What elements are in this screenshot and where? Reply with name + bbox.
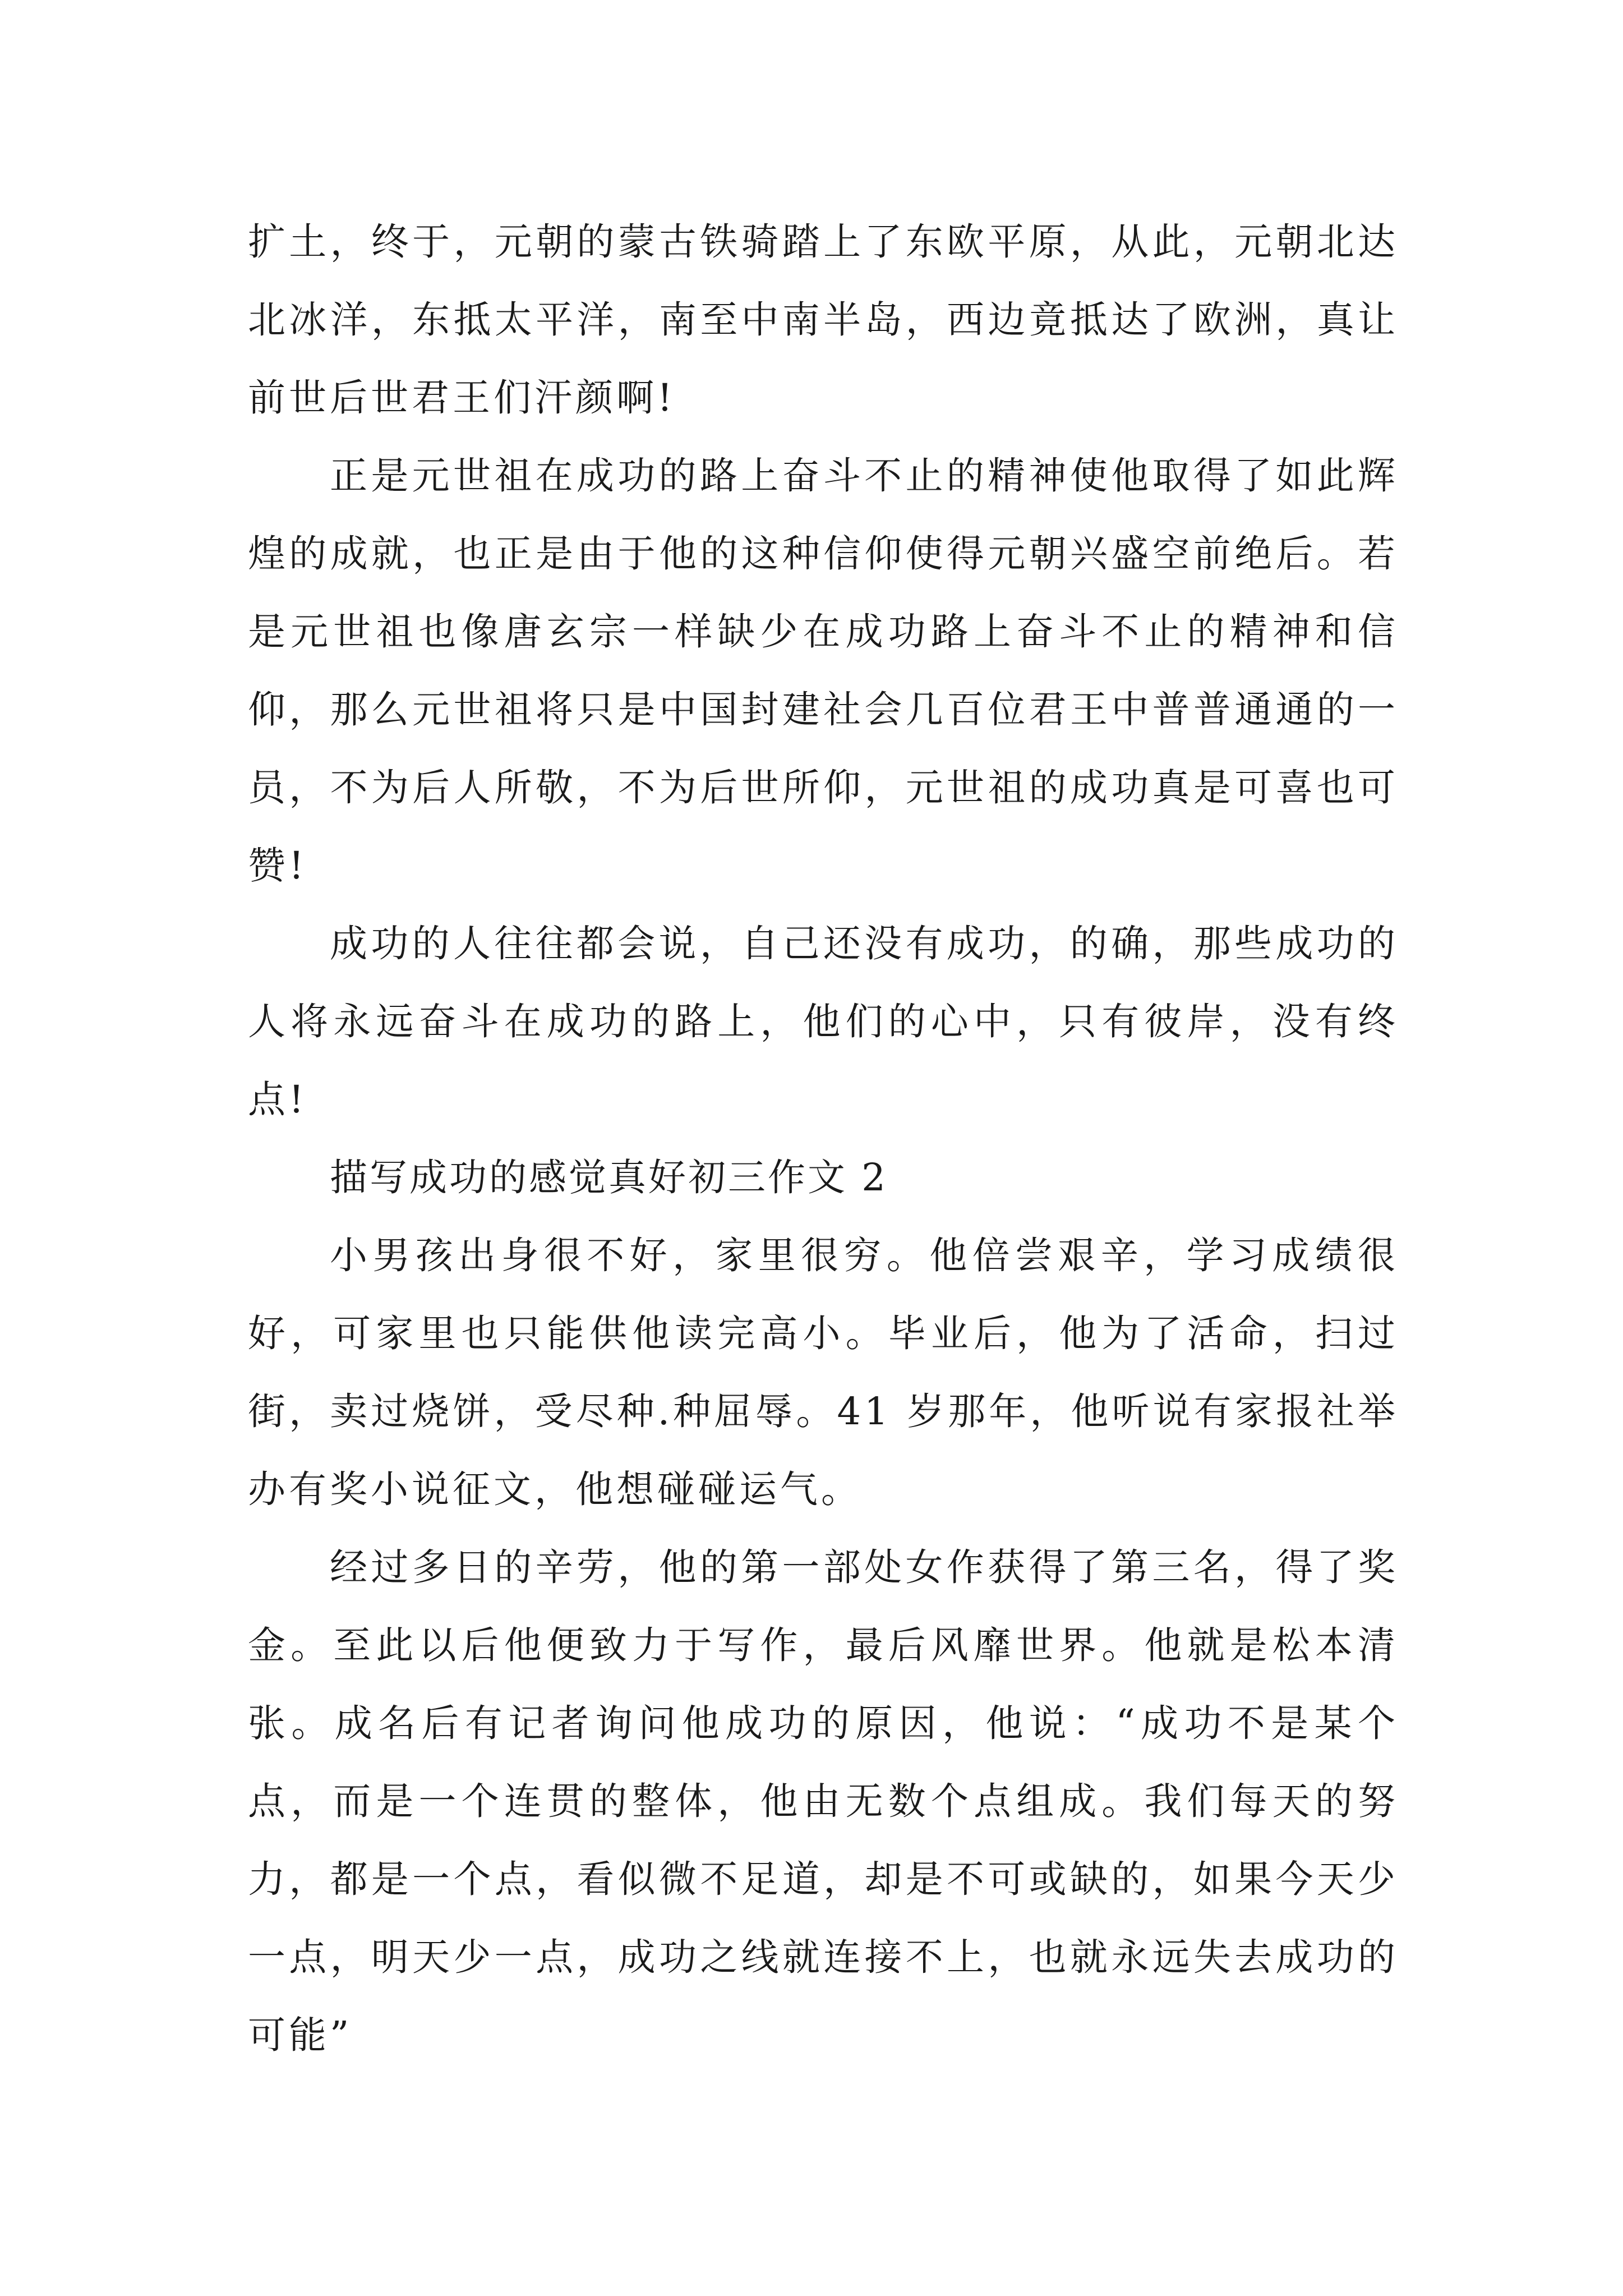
paragraph-1: 扩土，终于，元朝的蒙古铁骑踏上了东欧平原，从此，元朝北达北冰洋，东抵太平洋，南至中南半岛，西边竟抵达了欧洲，真让前世后世君王们汗颜啊! (248, 220, 1399, 420)
paragraph-4: 小男孩出身很不好，家里很穷。他倍尝艰辛，学习成绩很好，可家里也只能供他读完高小。毕业后，他为了活命，扫过街，卖过烧饼，受尽种.种屈辱。41 岁那年，他听说有家报社举办有奖小说征文，他想碰碰运气。 (248, 1234, 1399, 1511)
paragraph-3: 成功的人往往都会说，自己还没有成功，的确，那些成功的人将永远奋斗在成功的路上，他们的心中，只有彼岸，没有终点! (248, 922, 1399, 1121)
section-heading: 描写成功的感觉真好初三作文 2 (330, 1156, 888, 1199)
body-text (248, 203, 1399, 2074)
paragraph-5: 经过多日的辛劳，他的第一部处女作获得了第三名，得了奖金。至此以后他便致力于写作，最后风靡世界。他就是松本清张。成名后有记者询问他成功的原因，他说：“成功不是某个点，而是一个连贯的整体，他由无数个点组成。我们每天的努力，都是一个点，看似微不足道，却是不可或缺的，如果今天少一点，明天少一点，成功之线就连接不上，也就永远失去成功的可能” (248, 1545, 1399, 2057)
paragraph-2: 正是元世祖在成功的路上奋斗不止的精神使他取得了如此辉煌的成就，也正是由于他的这种信仰使得元朝兴盛空前绝后。若是元世祖也像唐玄宗一样缺少在成功路上奋斗不止的精神和信仰，那么元世祖将只是中国封建社会几百位君王中普普通通的一员，不为后人所敬，不为后世所仰，元世祖的成功真是可喜也可赞! (248, 454, 1399, 887)
